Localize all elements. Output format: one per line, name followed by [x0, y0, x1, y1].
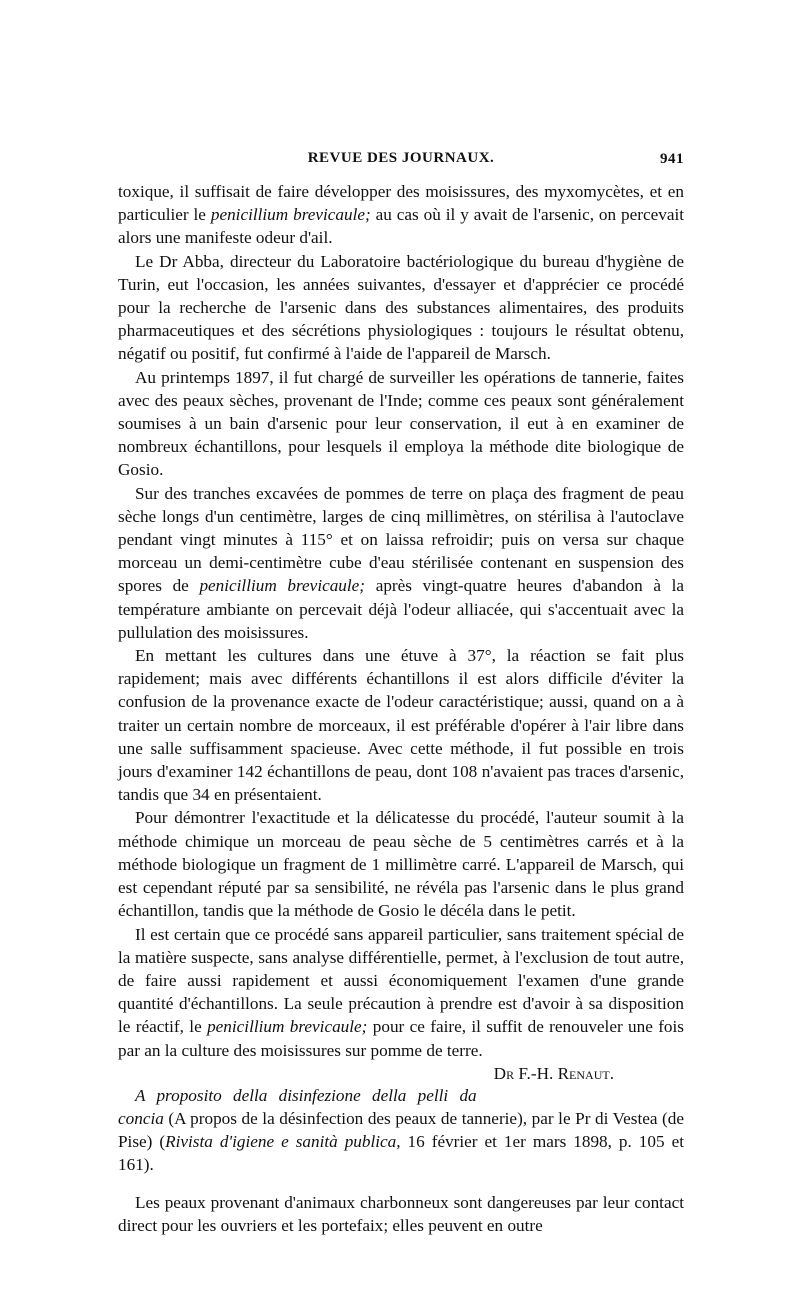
article-body: [118, 180, 684, 1237]
p1-text-c: au cas où il y avait de l'arsenic, on percevait alors une manifeste odeur d'ail.: [118, 205, 685, 248]
paragraph-1: [118, 180, 684, 250]
paragraph-2: Le Dr Abba, directeur du Laboratoire bactériologique du bureau d'hygiène de Turin, eut l'occasion, les années suivantes, d'essayer et d'apprécier ce procédé pour la recherche de l'arsenic dans des substances alimentaires, des produits pharmaceutiques et des sécrétions physiologiques : toujours le résultat obtenu, négatif ou positif, fut confirmé à l'aide de l'appareil de Marsch.: [118, 251, 684, 364]
paragraph-9: Les peaux provenant d'animaux charbonneux sont dangereuses par leur contact direct pour les ouvriers et les portefaix; elles peuvent en outre: [118, 1192, 684, 1235]
paragraph-3: Au printemps 1897, il fut chargé de surveiller les opérations de tannerie, faites avec des peaux sèches, provenant de l'Inde; comme ces peaux sont généralement soumises à un bain d'arsenic pour leur conservation, il eut à en examiner de nombreux échantillons, pour lesquels il employa la méthode dite biologique de Gosio.: [118, 367, 684, 480]
paragraph-8-citation: [118, 1084, 684, 1177]
paragraph-5: En mettant les cultures dans une étuve à 37°, la réaction se fait plus rapidement; mais avec différents échantillons il est alors difficile d'éviter la confusion de la provenance exacte de l'odeur caractéristique; aussi, quand on a à traiter un certain nombre de morceaux, il est préférable d'opérer à l'air libre dans une salle suffisamment spacieuse. Avec cette méthode, il fut possible en trois jours d'examiner 142 échantillons de peau, dont 108 n'avaient pas traces d'arsenic, tandis que 34 en présentaient.: [118, 646, 684, 805]
citation-text-b: (A propos de la désinfection des peaux de tannerie), par le Pr di Vestea (de Pise) (: [118, 1108, 684, 1152]
paragraph-4: [118, 482, 684, 644]
p4-species-name: penicillium brevicaule;: [199, 576, 366, 596]
article-title-italian: A proposito della disinfezione della pelli da concia: [118, 1085, 477, 1128]
p1-species-name: penicillium brevicaule;: [210, 205, 371, 225]
author-signature: Dr F.-H. Renaut.: [493, 1063, 614, 1083]
journal-title: REVUE DES JOURNAUX.: [307, 150, 495, 166]
p4-text-a: Sur des tranches excavées de pommes de terre on plaça des fragment de peau sèche longs d'un centimètre, larges de cinq millimètres, on stérilisa à l'autoclave pendant vingt minutes à 115° et on laissa refroidir; puis on versa sur chaque morceau un demi-centimètre cube d'eau stérilisée contenant en suspension des spores de: [118, 483, 684, 596]
paragraph-6: Pour démontrer l'exactitude et la délicatesse du procédé, l'auteur soumit à la méthode chimique un morceau de peau sèche de 5 centimètres carrés et à la méthode biologique un fragment de 1 millimètre carré. L'appareil de Marsch, qui est cependant réputé par sa sensibilité, ne révéla pas l'arsenic dans le plus grand échantillon, tandis que la méthode de Gosio le décéla dans le petit.: [118, 808, 684, 921]
p7-species-name: penicillium brevicaule;: [207, 1017, 368, 1037]
paragraph-7: [118, 923, 684, 1083]
p4-text-c: après vingt-quatre heures d'abandon à la température ambiante on percevait déjà l'odeur alliacée, qui s'accentuait avec la pullulation des moisissures.: [118, 576, 685, 642]
citation-text-d: 16 février et 1er mars 1898, p. 105 et 161).: [118, 1132, 684, 1175]
paragraph-spacer: [118, 1177, 684, 1191]
journal-name-italian: Rivista d'igiene e sanità publica,: [165, 1132, 401, 1152]
page-number: 941: [660, 151, 684, 167]
running-header: [118, 150, 684, 174]
p1-text-a: toxique, il suffisait de faire développer des moisissures, des myxomycètes, et en particulier le: [118, 182, 684, 225]
p7-text-a: Il est certain que ce procédé sans appareil particulier, sans traitement spécial de la matière suspecte, sans analyse différentielle, permet, à l'exclusion de tout autre, de faire aussi rapidement et aussi économiquement l'examen d'une grande quantité d'échantillons. La seule précaution à prendre est d'avoir à sa disposition le réactif, le: [118, 924, 684, 1037]
p7-text-c: pour ce faire, il suffit de renouveler une fois par an la culture des moisissures sur pomme de terre.: [118, 1017, 684, 1060]
